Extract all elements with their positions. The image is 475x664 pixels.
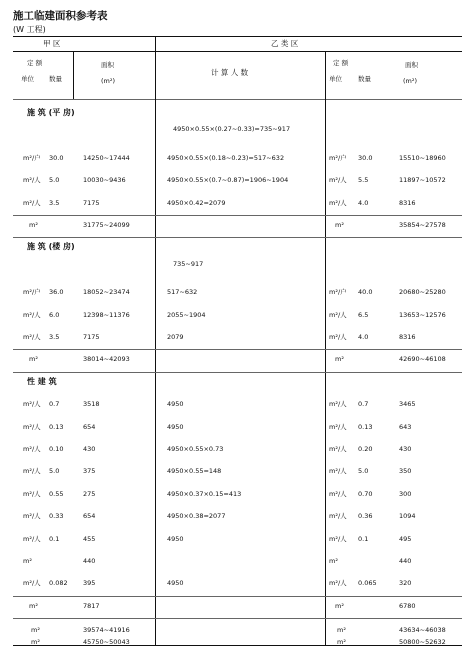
row-area-right: 495	[399, 534, 412, 543]
row-unit: m²/人	[23, 422, 41, 431]
row-unit-right: m²/人	[329, 400, 347, 409]
row-unit-right: m²/人	[329, 176, 347, 185]
row-unit-right: m²/人	[329, 467, 347, 476]
row-qty: 0.1	[49, 534, 60, 543]
document-subtitle: (W 工程)	[13, 25, 46, 34]
header-left-group: 甲 区	[43, 39, 61, 48]
section-total-rule	[13, 349, 462, 350]
row-qty-right: 6.5	[358, 310, 369, 319]
row-unit-right: m²/人	[329, 534, 347, 543]
header-ding-right: 定 额	[333, 59, 349, 67]
area-table	[13, 36, 462, 646]
row-area-right: 8316	[399, 198, 416, 207]
row-unit: m²/人	[23, 400, 41, 409]
total-area: 7817	[83, 601, 100, 610]
row-unit-right: m²	[329, 557, 338, 565]
row-unit: m²/人	[23, 579, 41, 588]
row-area-right: 8316	[399, 333, 416, 341]
row-qty: 0.10	[49, 445, 64, 453]
row-area-right: 440	[399, 557, 412, 565]
row-calc: 4950×0.55×(0.18~0.23)=517~632	[167, 153, 285, 162]
row-calc: 4950	[167, 534, 184, 543]
row-area-right: 15510~18960	[399, 153, 446, 162]
row-qty: 0.082	[49, 579, 68, 588]
row-qty: 5.0	[49, 176, 60, 185]
row-qty-right: 0.7	[358, 400, 369, 409]
row-qty-right: 0.13	[358, 422, 373, 431]
total-area-right: 42690~46108	[399, 355, 446, 364]
row-qty: 5.0	[49, 467, 60, 476]
row-qty: 0.7	[49, 400, 60, 409]
pre-calc: 735~917	[173, 259, 204, 268]
row-area: 3518	[83, 400, 100, 409]
total-area-right: 6780	[399, 601, 416, 610]
row-unit-right: m²/人	[329, 489, 347, 498]
row-area: 7175	[83, 198, 100, 207]
grand-area: 45750~50043	[83, 638, 130, 647]
total-unit-right: m²	[335, 601, 344, 610]
row-qty: 0.33	[49, 512, 64, 521]
row-calc: 4950×0.55=148	[167, 467, 222, 476]
document-title: 施工临建面积参考表	[13, 10, 108, 22]
row-unit: m²/人	[23, 489, 41, 498]
total-unit: m²	[29, 221, 38, 229]
total-unit-right: m²	[335, 355, 344, 364]
row-area: 430	[83, 445, 96, 453]
row-qty-right: 0.36	[358, 512, 373, 521]
header-right-group: 乙 类 区	[271, 39, 299, 48]
row-unit-right: m²/人	[329, 512, 347, 521]
row-calc: 4950	[167, 400, 184, 409]
row-area-right: 20680~25280	[399, 288, 446, 297]
row-qty-right: 5.0	[358, 467, 369, 476]
row-unit-right: m²/人	[329, 333, 347, 341]
row-unit: m²/人	[23, 198, 41, 207]
grand-area: 39574~41916	[83, 626, 130, 635]
row-area: 654	[83, 512, 96, 521]
row-unit: m²/人	[23, 534, 41, 543]
grand-unit-right: m²	[337, 626, 346, 635]
row-qty-right: 5.5	[358, 176, 369, 185]
row-unit-right: m²/人	[329, 198, 347, 207]
row-qty: 6.0	[49, 310, 60, 319]
row-area: 14250~17444	[83, 153, 130, 162]
section-title: 性 建 筑	[27, 376, 57, 386]
row-area: 18052~23474	[83, 288, 130, 297]
row-area-right: 300	[399, 489, 412, 498]
row-area: 275	[83, 489, 96, 498]
section-rule	[13, 237, 462, 238]
header-calc: 计 算 人 数	[211, 68, 249, 77]
row-area-right: 430	[399, 445, 412, 453]
row-qty-right: 4.0	[358, 333, 369, 341]
row-unit: m²/人	[23, 333, 41, 341]
header-area-unit-right: (m²)	[403, 77, 418, 85]
row-calc: 4950×0.42=2079	[167, 198, 226, 207]
row-unit-right: m²/人	[329, 422, 347, 431]
row-unit-right: m²/户	[329, 153, 347, 162]
row-area: 455	[83, 534, 96, 543]
row-unit-right: m²/户	[329, 288, 347, 297]
total-area: 38014~42093	[83, 355, 130, 364]
pre-calc: 4950×0.55×(0.27~0.33)=735~917	[173, 125, 291, 134]
row-area-right: 643	[399, 422, 412, 431]
row-calc: 4950	[167, 422, 184, 431]
section-rule	[13, 618, 462, 619]
row-area-right: 3465	[399, 400, 416, 409]
row-area: 10030~9436	[83, 176, 126, 185]
row-calc: 2055~1904	[167, 310, 206, 319]
row-qty-right: 30.0	[358, 153, 373, 162]
header-bottom-rule	[13, 99, 462, 100]
header-area-right: 面积	[405, 61, 418, 69]
grand-area-right: 50800~52632	[399, 638, 446, 647]
row-area-right: 1094	[399, 512, 416, 521]
row-unit-right: m²/人	[329, 445, 347, 453]
row-calc: 4950×0.55×(0.7~0.87)=1906~1904	[167, 176, 289, 185]
grand-unit: m²	[31, 638, 40, 647]
row-calc: 2079	[167, 333, 184, 341]
column-divider	[325, 51, 326, 645]
row-area: 12398~11376	[83, 310, 130, 319]
grand-unit: m²	[31, 626, 40, 635]
header-ding: 定 额	[27, 59, 43, 67]
row-area: 7175	[83, 333, 100, 341]
grand-unit-right: m²	[337, 638, 346, 647]
row-qty: 0.13	[49, 422, 64, 431]
row-calc: 4950×0.37×0.15=413	[167, 489, 242, 498]
row-unit: m²/户	[23, 288, 41, 297]
row-calc: 4950	[167, 579, 184, 588]
row-qty: 3.5	[49, 198, 60, 207]
row-qty-right: 0.1	[358, 534, 369, 543]
total-area-right: 35854~27578	[399, 221, 446, 229]
section-title: 施 筑 (平 房)	[27, 108, 75, 117]
row-unit: m²/人	[23, 512, 41, 521]
row-unit: m²/户	[23, 153, 41, 162]
row-area: 375	[83, 467, 96, 476]
total-area: 31775~24099	[83, 221, 130, 229]
row-qty: 0.55	[49, 489, 64, 498]
row-qty: 30.0	[49, 153, 64, 162]
grand-area-right: 43634~46038	[399, 626, 446, 635]
row-area-right: 11897~10572	[399, 176, 446, 185]
total-unit-right: m²	[335, 221, 344, 229]
row-qty-right: 40.0	[358, 288, 373, 297]
header-unit: 单位	[21, 75, 34, 83]
row-qty-right: 4.0	[358, 198, 369, 207]
column-divider	[155, 37, 156, 645]
section-total-rule	[13, 215, 462, 216]
section-total-rule	[13, 596, 462, 597]
row-calc: 4950×0.55×0.73	[167, 445, 224, 453]
row-unit-right: m²/人	[329, 579, 347, 588]
total-unit: m²	[29, 601, 38, 610]
header-count-right: 数量	[358, 75, 371, 83]
row-unit: m²/人	[23, 176, 41, 185]
row-unit: m²/人	[23, 445, 41, 453]
row-qty: 36.0	[49, 288, 64, 297]
row-area-right: 350	[399, 467, 412, 476]
row-area: 395	[83, 579, 96, 588]
row-area-right: 13653~12576	[399, 310, 446, 319]
row-qty-right: 0.065	[358, 579, 377, 588]
row-area: 654	[83, 422, 96, 431]
row-area-right: 320	[399, 579, 412, 588]
total-unit: m²	[29, 355, 38, 364]
header-rule	[13, 51, 462, 52]
row-unit: m²/人	[23, 467, 41, 476]
header-unit-right: 单位	[329, 75, 342, 83]
row-area: 440	[83, 557, 96, 565]
header-count: 数量	[49, 75, 62, 83]
row-unit: m²/人	[23, 310, 41, 319]
header-area-unit: (m²)	[101, 77, 116, 85]
section-rule	[13, 372, 462, 373]
section-title: 施 筑 (楼 房)	[27, 242, 75, 252]
row-unit-right: m²/人	[329, 310, 347, 319]
row-unit: m²	[23, 557, 32, 565]
header-area: 面积	[101, 61, 114, 69]
row-calc: 4950×0.38=2077	[167, 512, 226, 521]
row-qty: 3.5	[49, 333, 60, 341]
row-qty-right: 0.70	[358, 489, 373, 498]
row-calc: 517~632	[167, 288, 198, 297]
row-qty-right: 0.20	[358, 445, 373, 453]
column-divider	[73, 51, 74, 99]
